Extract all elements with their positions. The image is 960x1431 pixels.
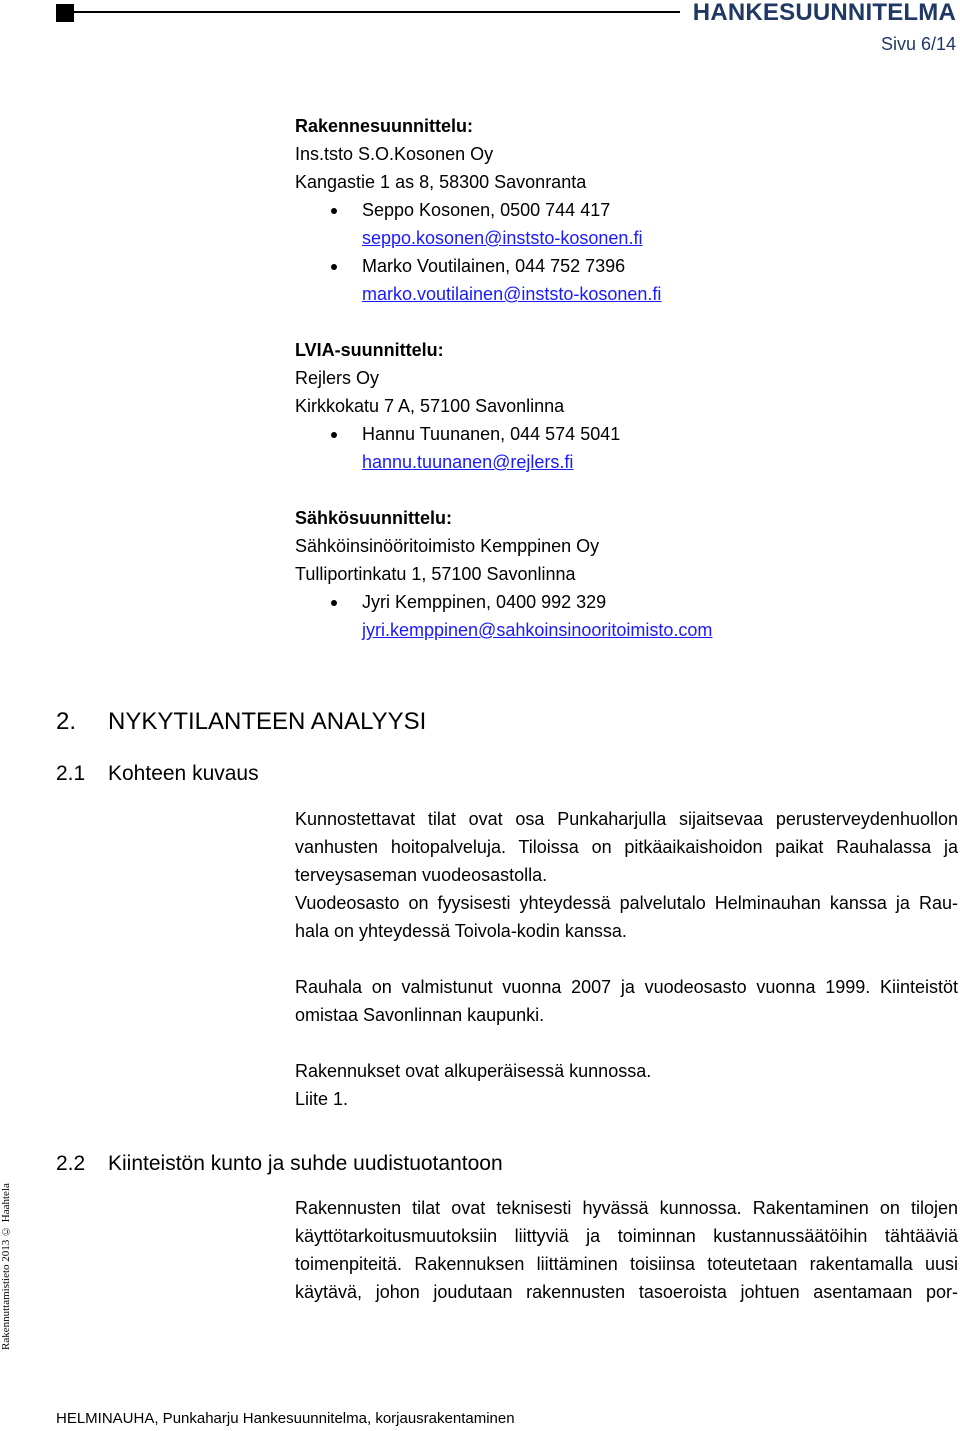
text-line: Liite 1. xyxy=(295,1089,349,1109)
paragraph-2-2-a xyxy=(295,1194,958,1306)
text-line: toimenpiteitä. Rakennuksen liittäminen toisiinsa toteutetaan rakentamalla uusi xyxy=(295,1254,958,1274)
sahko-contact-name: Jyri Kemppinen, 0400 992 329 xyxy=(362,592,607,612)
lvia-heading: LVIA-suunnittelu: xyxy=(295,340,444,360)
page-footer: HELMINAUHA, Punkaharju Hankesuunnitelma, korjausrakentaminen xyxy=(56,1410,515,1427)
text-line: Vuodeosasto on fyysisesti yhteydessä palvelutalo Helminauhan kanssa ja Rau- xyxy=(295,893,958,913)
page-number: Sivu 6/14 xyxy=(880,34,956,54)
text-line: Rauhala on valmistunut vuonna 2007 ja vuodeosasto vuonna 1999. Kiinteistöt xyxy=(295,977,958,997)
paragraph-2-1-b xyxy=(295,889,958,945)
rakenne-address: Kangastie 1 as 8, 58300 Savonranta xyxy=(295,172,587,192)
text-line: terveysaseman vuodeosastolla. xyxy=(295,865,548,885)
section-2-2-title: Kiinteistön kunto ja suhde uudistuotantoon xyxy=(108,1152,503,1175)
text-line: Kunnostettavat tilat ovat osa Punkaharjulla sijaitsevaa perusterveydenhuollon xyxy=(295,809,958,829)
lvia-address: Kirkkokatu 7 A, 57100 Savonlinna xyxy=(295,396,565,416)
rakenne-company: Ins.tsto S.O.Kosonen Oy xyxy=(295,144,494,164)
bullet-icon xyxy=(331,600,337,606)
section-2-1-title: Kohteen kuvaus xyxy=(108,762,259,785)
lvia-company: Rejlers Oy xyxy=(295,368,380,388)
lvia-contact-email[interactable]: hannu.tuunanen@rejlers.fi xyxy=(362,452,574,472)
document-title: HANKESUUNNITELMA xyxy=(692,0,956,26)
sahko-heading: Sähkösuunnittelu: xyxy=(295,508,452,528)
rakenne-heading: Rakennesuunnittelu: xyxy=(295,116,474,136)
sahko-contact-email[interactable]: jyri.kemppinen@sahkoinsinooritoimisto.com xyxy=(362,620,713,640)
text-line: omistaa Savonlinnan kaupunki. xyxy=(295,1005,545,1025)
bullet-icon xyxy=(331,208,337,214)
section-2-2-number: 2.2 xyxy=(56,1152,86,1175)
rakenne-contact-1-email[interactable]: seppo.kosonen@inststo-kosonen.fi xyxy=(362,228,643,248)
copyright-side-text: Rakennuttamistieto 2013 © Haahtela xyxy=(0,1183,12,1350)
text-line: Rakennukset ovat alkuperäisessä kunnossa. xyxy=(295,1061,652,1081)
rakenne-contact-1-name: Seppo Kosonen, 0500 744 417 xyxy=(362,200,611,220)
section-2-title: NYKYTILANTEEN ANALYYSI xyxy=(108,708,427,735)
paragraph-2-1-a xyxy=(295,805,958,889)
bullet-icon xyxy=(331,264,337,270)
section-2-1-number: 2.1 xyxy=(56,762,86,785)
bullet-icon xyxy=(331,432,337,438)
header-rule xyxy=(74,11,680,13)
text-line: käytävä, johon joudutaan rakennusten tasoeroista johtuen asentamaan por- xyxy=(295,1282,958,1302)
text-line: käyttötarkoitusmuutoksiin liittyviä ja toiminnan kustannussäätöihin tähtääviä xyxy=(295,1226,958,1246)
text-line: vanhusten hoitopalveluja. Tiloissa on pitkäaikaishoidon paikat Rauhalassa ja xyxy=(295,837,958,857)
rakenne-contact-2-email[interactable]: marko.voutilainen@inststo-kosonen.fi xyxy=(362,284,662,304)
text-line: hala on yhteydessä Toivola-kodin kanssa. xyxy=(295,921,627,941)
sahko-address: Tulliportinkatu 1, 57100 Savonlinna xyxy=(295,564,576,584)
rakenne-contact-2-name: Marko Voutilainen, 044 752 7396 xyxy=(362,256,626,276)
sahko-company: Sähköinsinööritoimisto Kemppinen Oy xyxy=(295,536,600,556)
text-line: Rakennusten tilat ovat teknisesti hyvässä kunnossa. Rakentaminen on tilojen xyxy=(295,1198,958,1218)
section-2-number: 2. xyxy=(56,708,77,735)
header-square-mark xyxy=(56,4,74,22)
paragraph-2-1-d xyxy=(295,1057,958,1113)
lvia-contact-name: Hannu Tuunanen, 044 574 5041 xyxy=(362,424,621,444)
paragraph-2-1-c xyxy=(295,973,958,1029)
